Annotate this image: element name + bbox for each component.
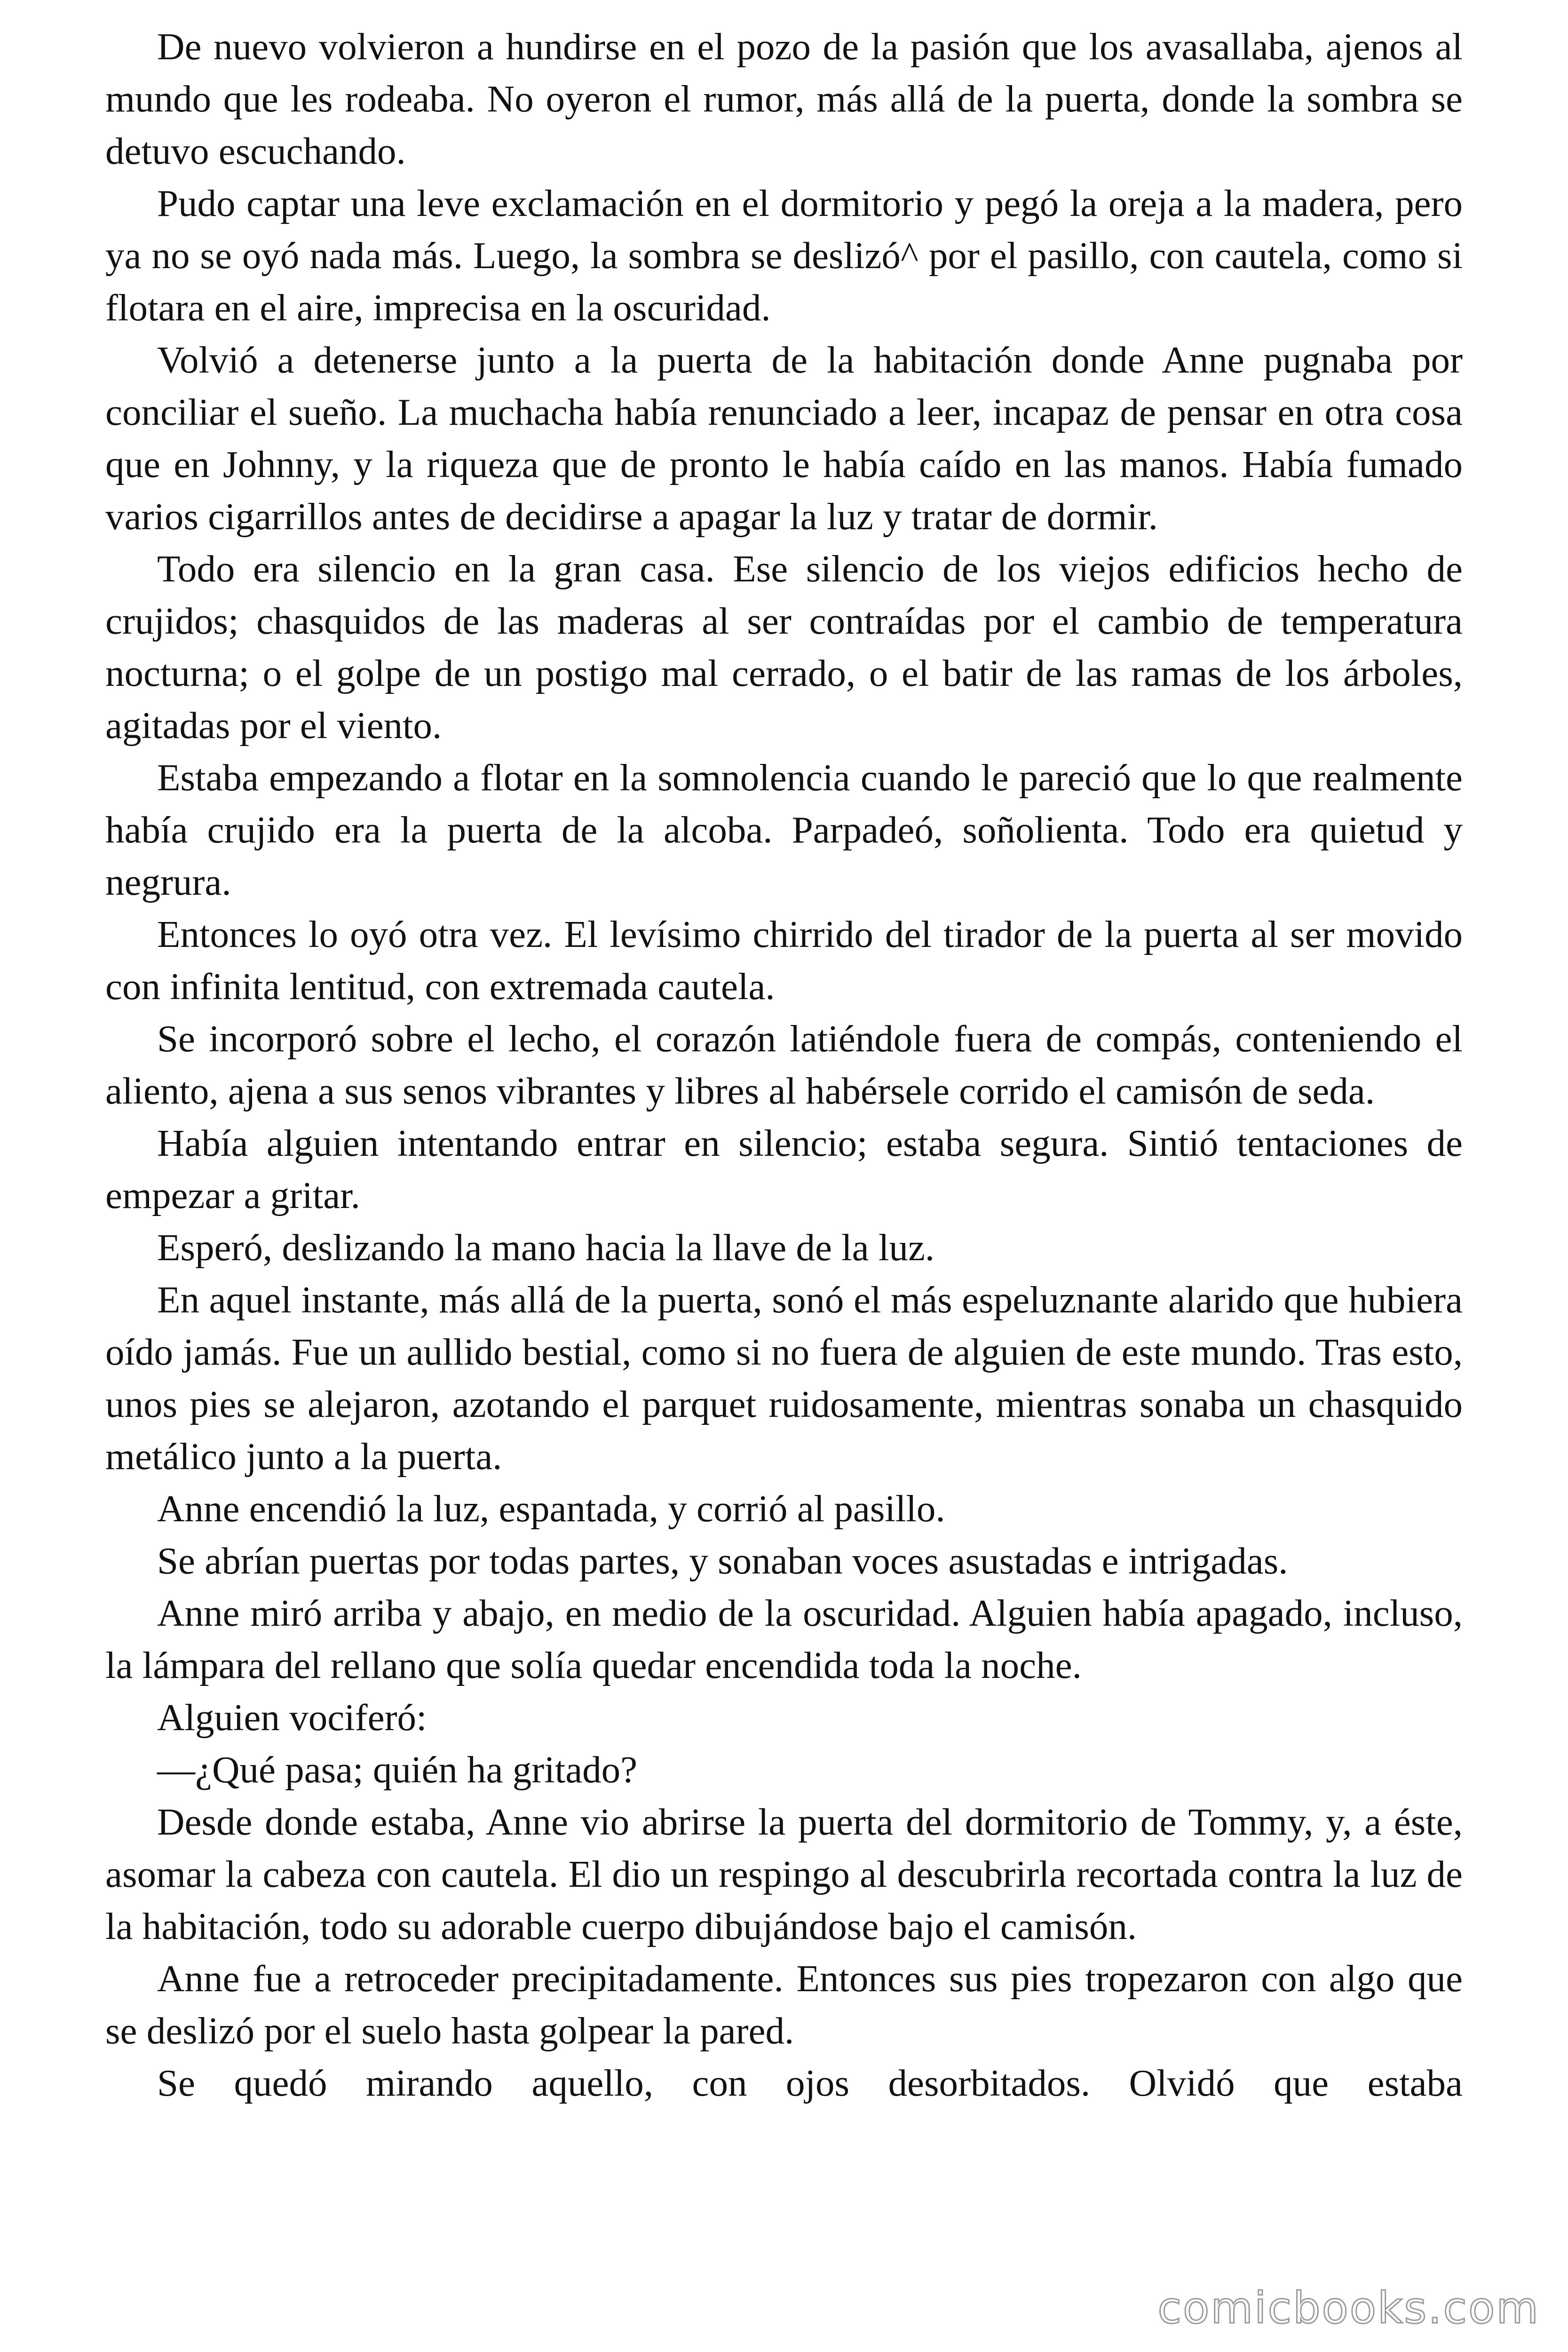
paragraph-13: Anne miró arriba y abajo, en medio de la oscuridad. Alguien había apagado, incluso, la lámpara del rellano que solía quedar encendida toda la noche.: [105, 1592, 1463, 1686]
paragraph-11: Anne encendió la luz, espantada, y corrió al pasillo.: [157, 1487, 945, 1530]
paragraph-6: Entonces lo oyó otra vez. El levísimo chirrido del tirador de la puerta al ser movido con infinita lentitud, con extremada cautela.: [105, 913, 1463, 1008]
paragraph-1: De nuevo volvieron a hundirse en el pozo de la pasión que los avasallaba, ajenos al mundo que les rodeaba. No oyeron el rumor, más allá de la puerta, donde la sombra se detuvo escuchando.: [105, 25, 1463, 172]
paragraph-15: —¿Qué pasa; quién ha gritado?: [157, 1748, 638, 1791]
paragraph-8: Había alguien intentando entrar en silencio; estaba segura. Sintió tentaciones de empezar a gritar.: [105, 1122, 1463, 1216]
paragraph-17: Anne fue a retroceder precipitadamente. Entonces sus pies tropezaron con algo que se deslizó por el suelo hasta golpear la pared.: [105, 1957, 1463, 2052]
paragraph-18: Se quedó mirando aquello, con ojos desorbitados. Olvidó que estaba: [157, 2062, 1463, 2104]
page-body: [105, 21, 1463, 2109]
paragraph-4: Todo era silencio en la gran casa. Ese silencio de los viejos edificios hecho de crujidos; chasquidos de las maderas al ser contraídas por el cambio de temperatura nocturna; o el golpe de un postigo mal cerrado, o el batir de las ramas de los árboles, agitadas por el viento.: [105, 548, 1463, 747]
paragraph-16: Desde donde estaba, Anne vio abrirse la puerta del dormitorio de Tommy, y, a éste, asomar la cabeza con cautela. El dio un respingo al descubrirla recortada contra la luz de la habitación, todo su adorable cuerpo dibujándose bajo el camisón.: [105, 1801, 1463, 1947]
paragraph-3: Volvió a detenerse junto a la puerta de la habitación donde Anne pugnaba por conciliar el sueño. La muchacha había renunciado a leer, incapaz de pensar en otra cosa que en Johnny, y la riqueza que de pronto le había caído en las manos. Había fumado varios cigarrillos antes de decidirse a apagar la luz y tratar de dormir.: [105, 339, 1463, 538]
paragraph-5: Estaba empezando a flotar en la somnolencia cuando le pareció que lo que realmente había crujido era la puerta de la alcoba. Parpadeó, soñolienta. Todo era quietud y negrura.: [105, 756, 1463, 903]
paragraph-14: Alguien vociferó:: [157, 1696, 427, 1739]
paragraph-10: En aquel instante, más allá de la puerta, sonó el más espeluznante alarido que hubiera oído jamás. Fue un aullido bestial, como si no fuera de alguien de este mundo. Tras esto, unos pies se alejaron, azotando el parquet ruidosamente, mientras sonaba un chasquido metálico junto a la puerta.: [105, 1279, 1463, 1478]
paragraph-7: Se incorporó sobre el lecho, el corazón latiéndole fuera de compás, conteniendo el aliento, ajena a sus senos vibrantes y libres al habérsele corrido el camisón de seda.: [105, 1017, 1463, 1112]
paragraph-2: Pudo captar una leve exclamación en el dormitorio y pegó la oreja a la madera, pero ya no se oyó nada más. Luego, la sombra se deslizó^ por el pasillo, con cautela, como si flotara en el aire, imprecisa en la oscuridad.: [105, 182, 1463, 329]
paragraph-12: Se abrían puertas por todas partes, y sonaban voces asustadas e intrigadas.: [157, 1540, 1288, 1582]
watermark-logo: comicbooks.com: [1157, 2283, 1540, 2333]
paragraph-9: Esperó, deslizando la mano hacia la llave de la luz.: [157, 1226, 935, 1269]
